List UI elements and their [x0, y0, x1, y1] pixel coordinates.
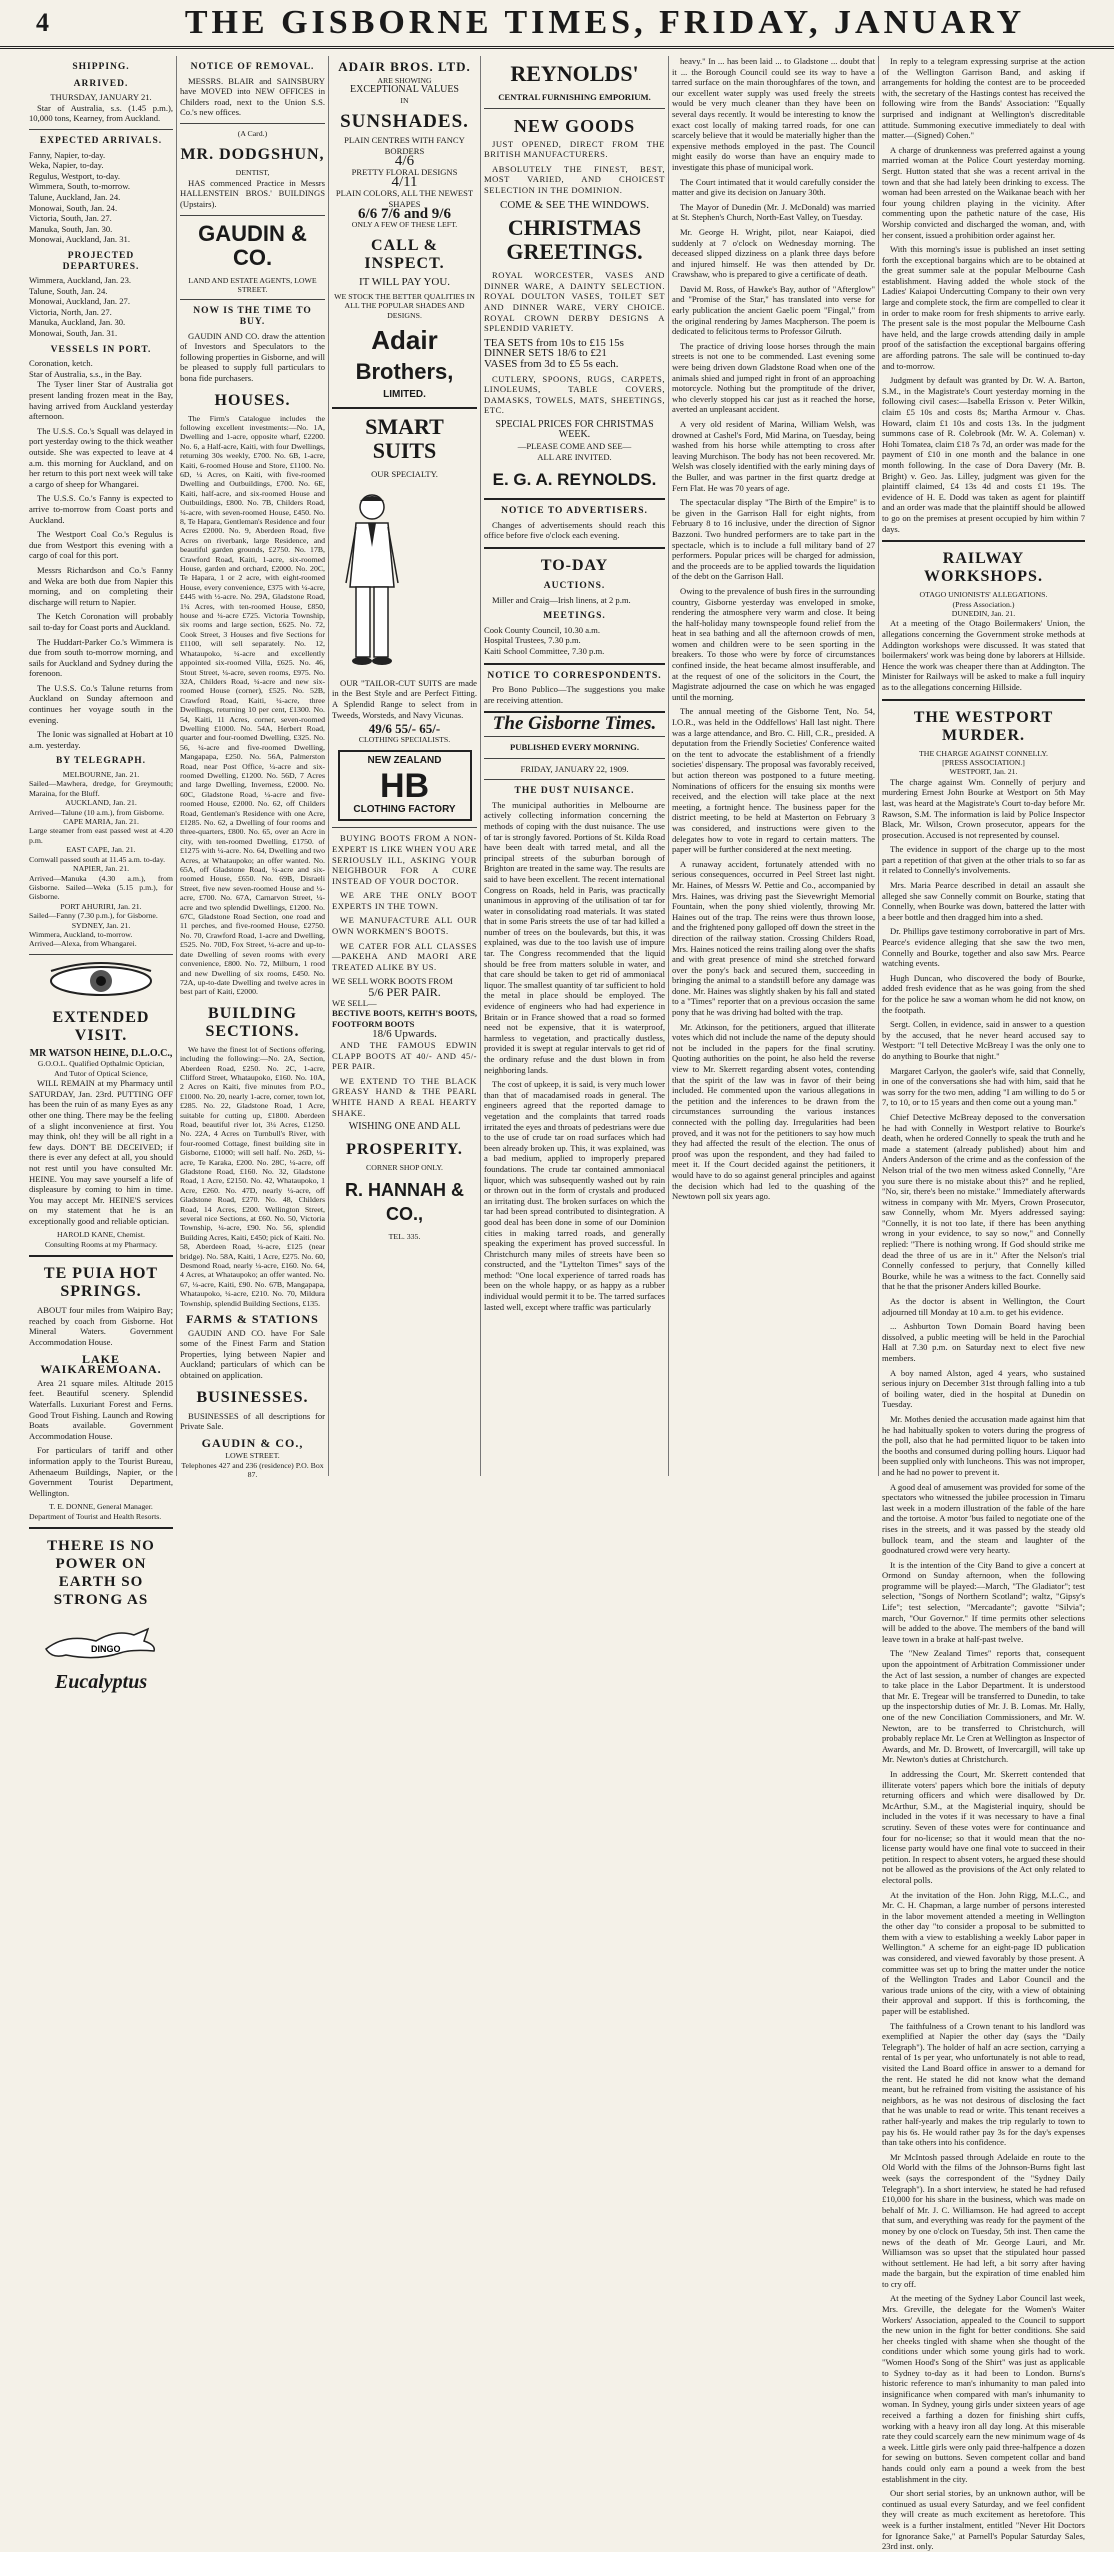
wishing-text: WISHING ONE AND ALL	[348, 1121, 461, 1133]
list-item: Fanny, Napier, to-day.	[29, 149, 106, 160]
list-item: Weka, Napier, to-day.	[29, 160, 104, 171]
expected-list	[29, 150, 173, 245]
clapp-text: AND THE FAMOUS EDWIN CLAPP BOOTS AT 40/- AND 45/- PER PAIR.	[332, 1040, 477, 1072]
we-are-text: WE ARE THE ONLY BOOT EXPERTS IN THE TOWN.	[332, 890, 477, 911]
removal-text: MESSRS. BLAIR and SAINSBURY have MOVED into NEW OFFICES in Childers road, next to the Union S.S. Co.'s new offices.	[180, 75, 325, 118]
list-item: EAST CAPE, Jan. 21.	[66, 845, 136, 855]
extend-text: WE EXTEND TO THE BLACK GREASY HAND & THE PEARL WHITE HAND A REAL HEARTY SHAKE.	[332, 1075, 477, 1118]
houses-heading: HOUSES.	[214, 391, 291, 409]
plain-centres: PLAIN CENTRES WITH FANCY BORDERS	[344, 135, 465, 156]
sunshades-heading: SUNSHADES.	[340, 111, 469, 132]
telegraph-list	[29, 770, 173, 949]
please-come: —PLEASE COME AND SEE—	[517, 441, 632, 452]
exceptional-text: EXCEPTIONAL VALUES	[350, 84, 459, 95]
sell-work-text: WE SELL WORK BOOTS FROM	[332, 976, 453, 987]
westport-paragraph: Chief Detective McBreay deposed to the conversation he had with Connelly in Westport relative to Bourke's death, when he ordered Connelly to speak the truth and he made a statement (already published) about him and Anders Anderson of the crime and as the confession of the Nelson trial of the two men witness asked Connelly, "Are you sure there is no mistake about this?" and he replied, "No, sir, there's been no mistake." Immediately afterwards witness in company with Mr. Myers, Crown Prosecutor, saw Connelly, whom Mr. Myers addressed saying: "Connelly, it is not too late, if there has been anything wrong in your evidence, to say so now," and Connelly replied: "There is nothing wrong. If God should strike me dead the three of us are in it." After the Nelson's trial Connelly confessed to perjury, that Connelly killed Bourke, while he was a witness to the fact. Connelly said that he that the prisoner Anders killed Bourke.	[882, 1111, 1085, 1292]
westport-paragraph: Mrs. Maria Pearce described in detail an assault she alleged she saw Connelly commit on Bourke, stating that Connelly, when Bourke was down, battered the latter with a beer bottle and then dragged him into a shed.	[882, 880, 1085, 922]
corner-text: CORNER SHOP ONLY.	[366, 1162, 443, 1172]
published-text: PUBLISHED EVERY MORNING.	[509, 741, 639, 752]
list-item: Hospital Trustees, 7.30 p.m.	[484, 635, 581, 646]
column-6	[878, 56, 1088, 2552]
news-paragraph: A boy named Alston, aged 4 years, who sustained serious injury on December 31st through falling into a tub of boiling water, died in the hospital at Dunedin on Tuesday.	[882, 1367, 1085, 1410]
news-paragraph: A runaway accident, fortunately attended with no serious consequences, occurred in Peel Street last night. Mr. Haines, of Messrs W. Pettie and Co., accompanied by Mrs. Haines, was driving past the Sievewright Memorial Fountain, when the pony shied violently, throwing Mr. Haines out of the trap. The reins were thus thrown loose, and the frightened pony galloped off down the street in the direction of the railway station. Crossing Childers Road, Mrs. Haines noticed the reins trailing along over the shafts and with great presence of mind she stretched forward over the pony's back and secured them, succeeding in bringing the animal to a standstill before any damage was done. Mr. Haines was slightly shaken by his fall and stated to a "Times" reporter that on a previous occasion the same pony that he was driving had bolted with the trap.	[672, 858, 875, 1018]
news-paragraph: It is the intention of the City Band to give a concert at Ormond on Sunday afternoon, when the following programme will be played:—March, "The Gladiator"; test selection, "Songs of Northern Scotland"; waltz, "Gipsy's Life"; test selection, "Mercadante"; gavotte "Silvia"; march, "Our Governor." If time permits other selections will be added to the above. The members of the band will leave town in a brake at half-past twelve.	[882, 1559, 1085, 1644]
correspondents-text: Pro Bono Publico—The suggestions you make are receiving attention.	[484, 684, 665, 705]
hb-logo	[338, 750, 472, 821]
railway-text: At a meeting of the Otago Boilermakers' Union, the allegations concerning the Government stroke methods at Addington workshops were discussed. It was stated that boilermakers' work was being done by laborers at Hillside. Hence the work was cheaper there than at Addington. The Minister for Railways will be asked to make a full inquiry as to the allegations concerning Hillside.	[882, 618, 1085, 692]
cater-text: WE CATER FOR ALL CLASSES—PAKEHA AND MAORI ARE TREATED ALIKE BY US.	[332, 940, 477, 972]
news-paragraph: The Westport Coal Co.'s Regulus is due from Westport this evening with a cargo of coal for this port.	[29, 529, 173, 561]
brands-price: 18/6 Upwards.	[372, 1028, 437, 1041]
gaudin-text: GAUDIN AND CO. draw the attention of Investors and Speculators to the following properties in Gisborne, and will be pleased to supply full particulars to bona fide purchasers.	[180, 330, 325, 383]
westport-paragraph: The charge against Wm. Connelly of perjury and murdering Ernest John Bourke at Westport on 5th May last, was heard at the Magistrate's Court to-day before Mr. Rawson, S.M. The information is laid by Police Inspector Black, Mr. Wilson, Crown prosecutor, appears for the prosecution. Accused is not represented by counsel.	[882, 776, 1085, 840]
price-pretty: 4/11	[391, 174, 418, 191]
westport-paragraph: Dr. Phillips gave testimony corroborative in part of Mrs. Pearce's evidence alleging that she saw the two men, Connelly and Bourke, together and also saw Mrs. Pearce watching events.	[882, 926, 1085, 969]
dentist-label: DENTIST,	[235, 168, 270, 178]
press-association: (Press Association.)	[952, 599, 1015, 609]
hannah-tel: TEL. 335.	[388, 1232, 421, 1242]
adair-logo-1: Adair	[371, 324, 438, 355]
special-prices: SPECIAL PRICES FOR CHRISTMAS WEEK.	[495, 418, 654, 441]
list-item: MELBOURNE, Jan. 21.	[62, 770, 140, 780]
clothing-specialists: CLOTHING SPECIALISTS.	[358, 734, 451, 744]
list-item: PORT AHURIRI, Jan. 21.	[60, 901, 142, 911]
news-paragraph: The annual meeting of the Gisborne Tent, No. 54, I.O.R., was held in the Oddfellows' Hall last night. There was a large attendance, and Bro. C. Hill, C.R., presided. A deputation from the Friendly Societies' Conference waited on the tent to advocate the establishment of a friendly societies' dispensary. The proposal was favorably received, but action thereon was postponed to a future meeting. Nominations of officers for the ensuing six months were received, and the election will take place at the next meeting, a fortnight hence. The business paper for the district meeting, to be held at Masterton on February 3 was considered, and instructions were given to the delegates how to vote in regard to certain matters. The paper will be further considered at the next meeting.	[672, 706, 875, 855]
will-pay: IT WILL PAY YOU.	[358, 276, 451, 289]
divider	[484, 663, 665, 665]
divider	[332, 407, 477, 409]
issue-date: FRIDAY, JANUARY 22, 1909.	[520, 763, 629, 774]
list-item: Wimmera, Auckland, to-morrow.	[29, 929, 133, 939]
optician-name: MR WATSON HEINE, D.L.O.C.,	[29, 1047, 173, 1059]
railway-sub: OTAGO UNIONISTS' ALLEGATIONS.	[919, 590, 1048, 600]
manufacture-text: WE MANUFACTURE ALL OUR OWN WORKMEN'S BOOTS.	[332, 915, 477, 937]
news-paragraph: The "New Zealand Times" reports that, consequent upon the appointment of Arbitration Commissioner under the Act of last session, a number of changes are expected to take place in the Labor Department. It is understood that Mr. E. Tregear will be transferred to Dunedin, to take up the inspectorship duties of Mr. J. B. Lomas. Mr. Hally, one of the new Conciliation Commissioners, and Mr. W. Newton, are to be transferred to Christchurch, will probably replace Mr. Le Cren at Wellington as Inspector of Awards, and Mr. D. Browett, of Invercargill, will take up Mr. Newton's duties at Christchurch.	[882, 1648, 1085, 1765]
column-5	[668, 56, 878, 1476]
lake-heading: LAKE WAIKAREMOANA.	[40, 1351, 162, 1377]
westport-heading: THE WESTPORT MURDER.	[913, 708, 1054, 744]
list-item: Arrived—Manuka (4.30 a.m.), from Gisborne. Sailed—Weka (5.15 p.m.), for Gisborne.	[29, 873, 173, 902]
list-item: NAPIER, Jan. 21.	[72, 864, 130, 874]
list-item: Victoria, North, Jan. 27.	[29, 306, 112, 317]
news-paragraph: Mr. Mothes denied the accusation made against him that he had habitually spoken to voters during the progress of the poll, also that he had permitted liquor to be taken into the booths and consumed during polling hours. Liquor had been supplied only with luncheons. This was not improper, and he had no power to prevent it.	[882, 1413, 1085, 1477]
absolutely-text: ABSOLUTELY THE FINEST, BEST, MOST VARIED, AND CHOICEST SELECTION IN THE DOMINION.	[484, 163, 665, 195]
businesses-heading: BUSINESSES.	[196, 1388, 309, 1406]
auction-text: Miller and Craig—Irish linens, at 2 p.m.	[492, 594, 631, 605]
news-paragraph: The Huddart-Parker Co.'s Wimmera is due from south to-morrow morning, and sails for Auckland and Sydney during the forenoon.	[29, 636, 173, 679]
news-paragraph: David M. Ross, of Hawke's Bay, author of "Afterglow" and "Promise of the Star," has translated into verse for early publication the ancient Gaelic poem "Fingal," from the original rendering by James Macpherson. The poem is dedicated to felicitous terms to Professor Gilruth.	[672, 283, 875, 337]
new-goods-heading: NEW GOODS	[513, 115, 636, 136]
list-item: Star of Australia, s.s., in the Bay.	[29, 368, 142, 379]
royal-text: ROYAL WORCESTER, VASES AND DINNER WARE, A DAINTY SELECTION. ROYAL DOULTON VASES, TOILET SET AND DINNER WARE, VERY CHOICE. ROYAL CROWN DERBY DESIGNS A SPLENDID VARIETY.	[484, 270, 665, 334]
expected-heading: EXPECTED ARRIVALS.	[39, 135, 163, 146]
column-4	[480, 56, 668, 1476]
list-item: Monowai, Auckland, Jan. 31.	[29, 234, 130, 245]
news-paragraph: The U.S.S. Co.'s Fanny is expected to arrive to-morrow from Coast ports and Auckland.	[29, 493, 173, 525]
list-item: Talune, South, Jan. 24.	[29, 285, 108, 296]
westport-paragraph: Hugh Duncan, who discovered the body of Bourke, added fresh evidence that as he was going from the shed for the police he saw a woman whom he did not know, on the footpath.	[882, 972, 1085, 1015]
tea-sets: TEA SETS from 10s to £15 15s	[484, 336, 624, 349]
divider	[484, 736, 665, 737]
clothing-factory-label: CLOTHING FACTORY	[353, 803, 456, 815]
news-paragraph: The faithfulness of a Crown tenant to his landlord was exemplified at Napier the other day (says the "Daily Telegraph"). The holder of half an acre section, carrying a rental of 1s per year, who unfortunately is not able to read, visited the Land Board office in answer to a demand for the rent. He stated he did not know what the demand meant, but he refrained from visiting the assistance of his neighbors, as he was not desirous of disclosing the fact that he was unable to read or write. This tenant receives a rather half-yearly and makes the trip regularly to town to pay his 6s. He would rather pay 3s for the day's expenses than take others into his confidence.	[882, 2020, 1085, 2148]
te-puia-heading: TE PUIA HOT SPRINGS.	[43, 1265, 159, 1301]
list-item: AUCKLAND, Jan. 21.	[65, 798, 137, 808]
westport-paragraph: Margaret Carlyon, the gaoler's wife, said that Connelly, in one of the conversations she had with him, said that he was sorry for the two men, adding "I am willing to do 5 or 7, to 10, or to 15 years and then come out a young man."	[882, 1065, 1085, 1108]
chemist-name: HAROLD KANE, Chemist.	[57, 1230, 145, 1240]
prosperity-text: PROSPERITY.	[346, 1140, 463, 1158]
westport-sub: THE CHARGE AGAINST CONNELLY.	[919, 748, 1048, 758]
optician-quals: G.O.O.L. Qualified Opthalmic Optician,	[37, 1059, 165, 1069]
come-see-text: COME & SEE THE WINDOWS.	[499, 198, 649, 211]
news-paragraph: A very old resident of Marina, William Welsh, was drowned at Cashel's Ford, Mid Marina, on Tuesday, being washed from his horse while attempting to cross after leaving Murchison. The body has not been recovered. Mr. Welsh was closely identified with the early mining days of the Buller, and was partner in the first quartz dredge at Fern Flat. He was 70 years of age.	[672, 419, 875, 493]
gaudin-sub: LAND AND ESTATE AGENTS, LOWE STREET.	[188, 275, 317, 294]
plain-colors: PLAIN COLORS, ALL THE NEWEST SHAPES	[335, 187, 474, 209]
farms-text: GAUDIN AND CO. have For Sale some of the Finest Farm and Station Properties, lying between Napier and Auckland; particulars of which can be obtained on application.	[180, 1327, 325, 1381]
price-plain: 4/6	[394, 153, 415, 170]
card-label: (A Card.)	[237, 128, 268, 138]
emporium-text: CENTRAL FURNISHING EMPORIUM.	[498, 92, 651, 102]
list-item: Large steamer from east passed west at 4.20 p.m.	[29, 826, 173, 845]
news-paragraph: Messrs Richardson and Co.'s Fanny and Weka are both due from Napier this morning, and on completing their discharge will return to Napier.	[29, 564, 173, 607]
houses-text: The Firm's Catalogue includes the following excellent investments:—No. 1A, Dwelling and 1-acre, opposite wharf, £2200. No. 6, a Half-acre, Kaiti, with four Dwellings, returning 30s weekly, £700. No. 6B, 1-acre, Kaiti, 6-roomed House and Store, £1100. No. 6D, ¼ Acres, on Kaiti, with five-roomed Dwelling and Outbuildings, £700. No. 6E, Kaiti, half-acre, and six-roomed House and Outbuildings, £800. No. 7B, Childers Road, ¼-acre, with seven-roomed House, £450. No. 8, Te Hapara, Gentleman's Residence and four Acres £2000. No. 9, Aberdeen Road, five Acres on riverbank, large Residence, and beautiful garden grounds, £2750. No. 17B, Crawford Road, Kaiti, 1-acre, six-roomed House, garden and orchard, £2000. No. 20C, Te Hapara, 1 or 2 acre, with eight-roomed House, every convenience, £375 with ¼-acre, £445 with ½-acre. No. 29A, Gladstone Road, 1¼ Acres, with ten-roomed House, £850, house and ¼-acre £725. Victoria Township, six rooms and large section, £625. No. 72, Cook Street, 3 Houses and five Sections for £1100, will sell separately. No. 12, Whataupoko, ¼-acre and excellently appointed six-roomed Villa, £625. No. 46, Stout Street, ¼-acre, seven rooms, £975. No. 32A, Childers Road, ¼-acre and new six-roomed House (corner), £525. No. 52B, Crawford Road, Kaiti, ¼-acre, three Dwellings, returning 10 per cent, £1300. No. 54, Kaiti, 11 Acres, corner, seven-roomed Dwelling £1000. No. 54A, Herbert Road, quarter and four-roomed Dwelling, £325. No. 56, ¼-acre and five-roomed Dwelling, Mangapapa, £250. No. 56A, Palmerston Road, near Post Office, ¼-acre and six-roomed Dwelling, £1200. No. 56D, 7 Acres and large Dwelling, Inverness, £2000. No. 60C, Gladstone Road, ¼-acre and five-roomed House, £2000. No. 62, off Childers Road, Gentleman's Residence with one Acre, £1285. No. 62, a Dwelling of four rooms and three-quarters, £800. No. 65, over an Acre in city, with ten-roomed Dwelling, £1750. of £1275 with ¼-acre. No. 64, Dwelling and two Acres, at Whataupoko; an offer wanted. No. 65A, off Gladstone Road, ¼-acre and six-roomed House, £650. No. 69B, Disraeli Street, five new seven-roomed House and ¼-acre, £700. No. 67A, Carnarvon Street, ¼-acre and two splendid Dwellings, £1200. No. 67C, Gladstone Road Section, one road and 11 perches, and five-roomed House, £2750. No. 70, Crawford Road, 1-acre and Dwelling, £525. No. 70D, Fox Street, ¼-acre and up-to-date Dwelling of seven rooms with every convenience, £800. No. 72, Milburn, 1 rood and new Dwelling of six rooms, £450. No. 72A, up-to-date Dwelling and twelve acres in best part of Kaiti, £2000.	[180, 413, 325, 997]
dept-text: Department of Tourist and Health Resorts.	[29, 1511, 162, 1521]
newspaper-title: THE GISBORNE TIMES, FRIDAY, JANUARY	[184, 4, 1026, 41]
auctions-heading: AUCTIONS.	[543, 581, 606, 592]
gaudin-footer: GAUDIN & CO.,	[201, 1435, 304, 1450]
list-item: Coronation, ketch.	[29, 358, 93, 369]
divider	[484, 498, 665, 500]
divider	[882, 540, 1085, 542]
news-paragraph: heavy." In ... has been laid ... to Gladstone ... doubt that it ... the Borough Council could see its way to have a tarred surface on the main thoroughfares of the town, and our excellent water supply was used freely the streets would be very much cleaner than they have been on several days recently. It would be interesting to know the exact cost locally of making tarred roads, for one can scarcely believe that it would be materially higher than the expensive methods employed in the past. The Council might easily do worse than have an enquiry made to investigate this phase of municipal work.	[672, 56, 875, 172]
news-paragraph: ... Ashburton Town Domain Board having been dissolved, a public meeting will be held in the Parochial Hall at 7.30 p.m. on Saturday next to elect five new members.	[882, 1321, 1085, 1363]
news-paragraph: At the meeting of the Sydney Labor Council last week, Mrs. Greville, the delegate for the Women's Waiter Workers' Association, appealed to the Council to support the new union in the fight for better conditions. She said her cheeks tingled with shame when she thought of the conditions under which some young girls had to work. "Women Hood's Song of the Shirt" was just as applicable to Sydney to-day as it had been to London. Burns's historic reference to man's inhumanity to man paled into insignificance when compared with man's inhumanity to woman. In Sydney, young girls under sixteen years of age received a farthing a dozen for finishing shirt cuffs, working with a heavy iron all day long. At this miserable rate they could scarcely earn the new minimum wage of 4s a week. Little girls were only paid three-halfpence a dozen for sewing on buttons. Seven competent collar and band hands could only earn a pound a week from the best establishment in the city.	[882, 2293, 1085, 2484]
arrived-heading: ARRIVED.	[73, 78, 129, 89]
list-item: SYDNEY, Jan. 21.	[71, 920, 131, 930]
judgment-paragraph: Judgment by default was granted by Dr. W. A. Barton, S.M., in the Magistrate's Court yesterday morning in the following civil cases:—Isabella Erisson v. Peter Wilkin, claim £5 10s and costs 8s; Martha Armour v. Chas. Howard, claim £1 10s and costs 13s. In the judgment summons case of R. Colebrook (Mr. W. A. Coleman) v. Hohi Tomatea, claim £18 7s 7d, an order was made for the payment of £10 in one month and the balance in one month following. In the case of Dora Davery (Mr. B. Bright) v. Geo. Jas. Lilley, judgment was given for the plaintiff claimed, £4 13s 4d and costs £1 19s. The evidence of H. E. Dodd was taken as agent for plaintiff and an order was made that the plaintiff should be allowed to go on the premises at present occupied by him within 7 days.	[882, 375, 1085, 534]
notice-advertisers-heading: NOTICE TO ADVERTISERS.	[501, 506, 648, 517]
list-item: Kaiti School Committee, 7.30 p.m.	[484, 646, 605, 656]
vessels-heading: VESSELS IN PORT.	[50, 344, 152, 355]
news-paragraph: Our short serial stories, by an unknown author, will be continued as usual every Saturday, and we feel confident they will create as much excitement as heretofore. This week is a further instalment, entitled "Never Hit Doctors for Ignorance Sake," at Parnell's Popular Saturday Sales, 23rd inst. only.	[882, 2488, 1085, 2552]
divider	[180, 123, 325, 124]
column-2	[176, 56, 328, 1480]
farms-heading: FARMS & STATIONS	[186, 1312, 319, 1327]
divider	[180, 215, 325, 216]
te-puia-text: ABOUT four miles from Waipiro Bay; reached by coach from Gisborne. Hot Mineral Waters. Government Accommodation House.	[29, 1305, 173, 1348]
news-paragraph: Mr. Atkinson, for the petitioners, argued that illiterate votes which did not include the name of the deputy should not be included in the papers for the final scrutiny. Quoting authorities on the point, he also held the reverse view to Mr. Skerrett regarding absent votes, contending that the spirit of the law was in favor of their being included. He commented upon the various allegations in the petition and the inferences to be drawn from the circumstances surrounding the various instances connected with the polling day. Irregularities had been proved, and it was not for the petitioners to say how much they had affected the result of the election. The onus of proof was upon the respondent, and they had failed to meet it. If the Court decided against the petitioners, it would have to do so against general principles and against the decision which had led to the quashing of the Newtown poll six years ago.	[672, 1021, 875, 1202]
removal-heading: NOTICE OF REMOVAL.	[190, 62, 315, 72]
list-item: Arrived—Talune (10 a.m.), from Gisborne.	[29, 807, 164, 817]
news-paragraph: The Ionic was signalled at Hobart at 10 a.m. yesterday.	[29, 729, 173, 750]
list-item: Arrived—Alexa, from Whangarei.	[29, 939, 137, 949]
eucalyptus-label: Eucalyptus	[54, 1671, 148, 1694]
news-paragraph: Owing to the prevalence of bush fires in the surrounding country, Gisborne yesterday was enveloped in smoke, rendering the atmosphere very warm and close. It being the half-holiday many townspeople found relief from the heat in sea bathing and all the afternoon crowds of men, women and children were to be seen sporting in the breakers. To those who were by force of circumstances confined inside, the heat became almost insufferable, and at the request of one of the solicitors in the Court, the Magistrate adjourned the case on which he was engaged until the morning.	[672, 585, 875, 702]
optician-sub: And Tutor of Optical Science,	[54, 1068, 148, 1078]
list-item: Monowai, South, Jan. 31.	[29, 328, 118, 339]
list-item: Monowai, Auckland, Jan. 27.	[29, 296, 130, 307]
list-item: CAPE MARIA, Jan. 21.	[63, 817, 139, 827]
news-paragraph: The spectacular display "The Birth of the Empire" is to be given in the Garrison Hall for eight nights, from February 8 to 16 inclusive, under the direction of Signor Bazzoni. Two hundred performers are to take part in the spectacle, which is to include a full military band of 27 performers. Popular prices will be charged for admission, and the proceeds are to be applied towards the liquidation of the debt on the Garrison Hall.	[672, 497, 875, 582]
consulting-note: Consulting Rooms at my Pharmacy.	[44, 1239, 158, 1249]
showing-text: ARE SHOWING	[377, 75, 432, 85]
sale-paragraph: With this morning's issue is published an inset setting forth the exceptional bargains which are to be obtained at the great summer sale at the popular Melbourne Cash establishment. Having added the whole stock of the Ladies' Kaiapoi Undercutting Company to their own very large and complete stock, the firm are compelled to clear it in order to make room for fresh shipments to arrive early. The present sale is the most popular the Melbourne Cash have held, and the large crowds attending daily in ample proof of the satisfaction the exceptional bargains offering are affording patrons. The sale will be continued to-day and to-morrow.	[882, 244, 1085, 371]
divider	[29, 129, 173, 130]
news-paragraph: The Court intimated that it would carefully consider the matter and give its decision on January 30th.	[672, 176, 875, 198]
dinner-sets: DINNER SETS 18/6 to £21	[484, 347, 607, 360]
list-item: Talune, Auckland, Jan. 24.	[29, 191, 121, 202]
egar-logo: E. G. A. REYNOLDS.	[492, 470, 657, 490]
list-item: Wimmera, Auckland, Jan. 23.	[29, 275, 132, 286]
adair-heading: ADAIR BROS. LTD.	[338, 59, 471, 74]
westport-dateline: WESTPORT, Jan. 21.	[949, 767, 1018, 777]
divider	[484, 779, 665, 780]
tailor-text: OUR "TAILOR-CUT SUITS are made in the Best Style and are Perfect Fitting. A Splendid Range to select from in Tweeds, Worsteds, and Navy Vicunas.	[332, 677, 477, 720]
news-paragraph: The U.S.S. Co.'s Talune returns from Auckland on Sunday afternoon and continues her voyage south in the evening.	[29, 682, 173, 725]
brands-text: BECTIVE BOOTS, KEITH'S BOOTS, FOOTFORM BOOTS	[332, 1008, 477, 1029]
divider	[484, 547, 665, 549]
dingo-label: DINGO	[91, 1644, 121, 1655]
dodgshun-name: MR. DODGSHUN,	[180, 146, 325, 164]
divider	[484, 108, 665, 109]
railway-heading: RAILWAY WORKSHOPS.	[924, 550, 1043, 586]
in-text: IN	[400, 95, 409, 105]
dust-heading: THE DUST NUISANCE.	[514, 786, 635, 797]
gaudin-footer-tel: Telephones 427 and 236 (residence) P.O. Box 87.	[181, 1460, 324, 1480]
donne-signature: T. E. DONNE, General Manager.	[49, 1502, 153, 1512]
we-sell-text: WE SELL—	[332, 997, 377, 1008]
divider	[484, 758, 665, 759]
just-opened-text: JUST OPENED, DIRECT FROM THE BRITISH MANUFACTURERS.	[484, 138, 665, 160]
westport-paragraph: Sergt. Collen, in evidence, said in answer to a question by the accused, that he never heard accused say to Westport: "I tell Detective McBreay I was the only one to do anything to Bourke that night."	[882, 1019, 1085, 1061]
news-paragraph: The Ketch Coronation will probably sail to-day for Coast ports and Auckland.	[29, 611, 173, 632]
westport-paragraph: The evidence in support of the charge up to the most part a repetition of that given at the other trials to so far as it related to Connelly's involvements.	[882, 844, 1085, 876]
page-number: 4	[36, 8, 49, 37]
businesses-text: BUSINESSES of all descriptions for Private Sale.	[180, 1410, 325, 1432]
divider	[29, 1527, 173, 1529]
divider	[29, 1255, 173, 1257]
gentleman-illustration	[332, 487, 412, 667]
all-invited: ALL ARE INVITED.	[537, 451, 612, 462]
shipping-heading: SHIPPING.	[72, 62, 130, 72]
adair-logo-2: Brothers,	[355, 358, 454, 384]
list-item: Victoria, South, Jan. 27.	[29, 213, 112, 224]
divider	[180, 299, 325, 300]
suit-prices: 49/6 55/- 65/-	[368, 721, 441, 737]
cutlery-text: CUTLERY, SPOONS, RUGS, CARPETS, LINOLEUMS, TABLE COVERS, DAMASKS, TOWELS, MATS, SHEETINGS, ETC.	[484, 373, 665, 416]
price-range: 6/6 7/6 and 9/6	[358, 206, 451, 223]
projected-list	[29, 275, 173, 339]
vases: VASES from 3d to £5 5s each.	[484, 357, 619, 370]
list-item: Manuka, South, Jan. 30.	[29, 223, 113, 234]
gaudin-logo: GAUDIN & CO.	[198, 220, 307, 270]
telegram-paragraph: In reply to a telegram expressing surprise at the action of the Wellington Garrison Band, and asking if arrangements for holding the contest are to be proceeded with, the secretary of the Hastings contest has received the following wire from the Bands' Association: "Equally surprised and indignant at Wellington's discreditable attitude. Summoning executive immediately to deal with matter.—(Signed) Cohen."	[882, 56, 1085, 141]
only-few: ONLY A FEW OF THESE LEFT.	[351, 219, 458, 229]
gaudin-footer-address: LOWE STREET.	[225, 1451, 280, 1461]
news-paragraph: The Mayor of Dunedin (Mr. J. McDonald) was married at St. Stephen's Church, North-East Valley, on Tuesday.	[672, 201, 875, 223]
press-association-2: [PRESS ASSOCIATION.]	[942, 757, 1025, 767]
news-paragraph: The U.S.S. Co.'s Squall was delayed in port yesterday owing to the thick weather outside. She was expected to leave at 4 a.m. this morning for Auckland, and on her return to this port next week will take a cargo of sheep for Whangarei.	[29, 425, 173, 489]
buying-text: BUYING BOOTS FROM A NON-EXPERT IS LIKE WHEN YOU ARE SERIOUSLY ILL, ASKING YOUR NEIGHBOUR FOR A CURE INSTEAD OF YOUR DOCTOR.	[332, 833, 477, 886]
list-item: Sailed—Mawhera, dredge, for Greymouth; Maraina, for the Bluff.	[29, 779, 173, 798]
lake-text: Area 21 square miles. Altitude 2015 feet. Beautiful scenery. Splendid Waterfalls. Luxuriant Forest and Ferns. Good Trout Fishing. Launch and Rowing Boats available. Government Accommodation House.	[29, 1377, 173, 1441]
list-item: Regulus, Westport, to-day.	[29, 170, 120, 181]
specialty-text: OUR SPECIALTY.	[371, 468, 438, 479]
meetings-heading: MEETINGS.	[543, 611, 606, 622]
arrived-text: Star of Australia, s.s. (1.45 p.m.), 10,000 tons, Kearney, from Auckland.	[29, 102, 173, 124]
telegraph-heading: BY TELEGRAPH.	[55, 756, 147, 767]
list-item: Monowai, South, Jan. 24.	[29, 202, 118, 213]
building-heading: BUILDING SECTIONS.	[205, 1004, 300, 1040]
list-item: Manuka, Auckland, Jan. 30.	[29, 317, 126, 328]
news-paragraph: A good deal of amusement was provided for some of the spectators who witnessed the jubilee procession in Timaru last week in a modern illustration of the fable of the hare and the tortoise. A motor 'bus failed to negotiate one of the rises in the streets, and it was passed by the steady old bullock team, and the steam and laughter of the goodnatured crowd were very hearty.	[882, 1481, 1085, 1556]
power-heading: THERE IS NO POWER ON EARTH SO STRONG AS	[47, 1538, 155, 1609]
optician-text: WILL REMAIN at my Pharmacy until SATURDAY, Jan. 23rd. PUTTING OFF has been the ruin of as many Eyes as any other one thing. There may be the feeling of a slight inconvenience at first. You may think, oh! they will be all right in a few days. DON'T BE DECEIVED; if there is ever any defect at all, you should not rest until you have consulted Mr. HEINE. You may save yourself a life of displeasure by coming to him in time. You may accept Mr. HEINE'S services on my statement that he is an exceptionally good and reliable optician.	[29, 1078, 173, 1226]
call-inspect: CALL & INSPECT.	[364, 237, 445, 273]
news-paragraph: Mr. George H. Wright, pilot, near Kaiapoi, died suddenly at 7 o'clock on Wednesday morning. The deceased slipped dizziness on a plank three days before and injured himself. He was then attended by Dr. Crawshaw, who is prepared to give a certificate of death.	[672, 226, 875, 280]
extended-visit-heading: EXTENDED VISIT.	[52, 1008, 150, 1044]
dodgshun-text: HAS commenced Practice in Messrs HALLENSTEIN BROS.' BUILDINGS (Upstairs).	[180, 177, 325, 209]
news-paragraph: In addressing the Court, Mr. Skerrett contended that illiterate voters' papers which bore the initials of deputy returning officers and which were disallowed by Dr. McArthur, S.M., at the Magisterial inquiry, should be included in the votes if it was necessary to have a final scrutiny. Seven of these votes were for continuance and four for no-license; so that it would mean that the no-license party would have one final vote to succeed in their petition. In respect to absent voters, he argued these should not be allowed as the provisions of the Act only related to electoral polls.	[882, 1768, 1085, 1885]
tourist-text: For particulars of tariff and other information apply to the Tourist Bureau, Athenaeum Buildings, Napier, or the Government Tourist Department, Wellington.	[29, 1445, 173, 1498]
dust-paragraph: The municipal authorities in Melbourne are actively collecting information concerning the methods of coping with the dust nuisance. The use of tar is strongly favored. Portions of St. Kilda Road have been dealt with tarred metal, and all the principal streets of the suburban borough of Brighton are treated in the same way. The results are said to have been excellent. The recent international Congress on Roads, held in Paris, was practically unanimous in approving of the utilisation of tar for water in consolidating road materials. It was stated that in some Paris streets the use of tar had killed a number of trees on the boulevards, but this, it was explained, was due to the too lavish use of impure tar. The Congress recommended that the liquid should be free from matters soluble in water, and that care should be taken to get rid of ammoniacal liquor. The smallest quantity of tar sufficient to hold the metal in place should be employed. The evidence of engineers who had had experience in Britain or in France showed that a road so formed need not be expensive, that it is waterproof, harmless to vegetation, and practically dustless, provided it is swept at regular intervals to get rid of the ordinary refuse and the dust blown in from neighboring lands.	[484, 799, 665, 1075]
stock-text: WE STOCK THE BETTER QUALITIES IN ALL THE POPULAR SHADES AND DESIGNS.	[334, 291, 475, 320]
now-heading: NOW IS THE TIME TO BUY.	[193, 306, 312, 327]
work-price: 5/6 PER PAIR.	[368, 985, 441, 1000]
projected-heading: PROJECTED DEPARTURES.	[62, 250, 140, 272]
limited-text: LIMITED.	[383, 388, 426, 400]
today-heading: TO-DAY	[540, 557, 609, 575]
list-item: Sailed—Fanny (7.30 p.m.), for Gisborne.	[29, 911, 158, 921]
gisborne-times-title: The Gisborne Times.	[492, 713, 657, 735]
divider	[882, 699, 1085, 701]
dunedin-dateline: DUNEDIN, Jan. 21.	[951, 608, 1016, 618]
christmas-heading: CHRISTMAS GREETINGS.	[506, 215, 643, 265]
hb-letters: HB	[379, 766, 430, 805]
arrived-date: THURSDAY, JANUARY 21.	[50, 92, 152, 103]
smart-suits-heading: SMART SUITS	[365, 413, 444, 463]
pretty-designs: PRETTY FLORAL DESIGNS	[351, 166, 458, 177]
news-paragraph: The practice of driving loose horses through the main streets is not one to be commended. Last evening some were being driven down Gladstone Road when one of the animals shied and jumped right in front of an approaching motorcycle. Nothing but the promptitude of the driver, who cleverly stopped his car just as it reached the horse, averted an unpleasant accident.	[672, 340, 875, 415]
list-item: Cook County Council, 10.30 a.m.	[484, 624, 601, 635]
dust-paragraph: The cost of upkeep, it is said, is very much lower than that of macadamised roads in general. The engineers agreed that the reported damage to vegetation and the complaints that tarred roads irritated the eyes and throats of pedestrians were due to the use of crude tar on road surfaces which had been already broken up. This, it was explained, was a bad medium, applied to improperly prepared foundations. The crude tar contained ammoniacal liquor, which was subsequently washed out by rain or thrown out in the form of crystals and produced an irritating dust. The broken surfaces on which the tar had been spread contributed to disintegration. A good deal has been done in some of our Dominion cities in making tarred roads, and generally speaking the experiment has proved successful. In Christchurch many miles of streets have been so constructed, and the "Lyttelton Times" says of the method: "One local experience of tarred roads has been on the whole happy, or as happy as a rubber individual would permit it to be. The tarred surfaces lasted well, except where traffic was particularly	[484, 1079, 665, 1312]
list-item: Wimmera, South, to-morrow.	[29, 181, 131, 192]
column-3	[328, 56, 480, 1476]
divider	[29, 954, 173, 955]
notice-advertisers-text: Changes of advertisements should reach this office before five o'clock each evening.	[484, 519, 665, 541]
hannah-logo: R. HANNAH & CO.,	[345, 1180, 464, 1225]
correspondents-heading: NOTICE TO CORRESPONDENTS.	[487, 670, 662, 681]
divider	[332, 827, 477, 828]
nz-label: NEW ZEALAND	[367, 755, 442, 767]
building-text: We have the finest lot of Sections offering, including the following:—No. 2A, Section, Aberdeen Road, £250. No. 2C, 1-acre, Clifford Street, Whataupoko, £160. No. 10A, 2 Acres on Kaiti, five minutes from P.O., £1000. No. 20, nearly 1-acre, corner, town lot, £285. No. 22, Gladstone Road, 1 Acre, suitable for cutting up, £1800. Aberdeen Road, beautiful river lot, 3¼ Acres, £1250. No. 22A, 4 Acres on Turnbull's River, with four-roomed Cottage, finest building site in Gisborne, £1000; will sell half. No. 26D, ¼-acre, Te Karaka, £200. No. 28C, ¼-acre, off Gladstone Road, £160. No. 32, Gladstone Road, 1 Acre, £2150. No. 42, Whataupoko, 1 Acre, £260. No. 47D, nearly ¼-acre, off Gladstone Road, £270. No. 48, Childers Road, 14 Acres, £200. Wellington Street, several nice Sections, at £60. No. 50, Victoria Township, ¼-acre, £90. No. 56, splendid Building Acres, Kaiti, £450; pick of Kaiti. No. 58, Aberdeen Road, ¼-acre, £125 (near bridge). No. 58A, Kaiti, 1 Acre, £275. No. 60, Desmond Road, nearly ¼-acre, £160. No. 64, 4 Acres, at Whataupoko; an offer wanted. No. 67, ¼-acre, Kaiti, £90. No. 67B, Mangapapa, Whataupoko, ¼-acre, £210. No. 70, Mildura Township, splendid Building Sections, £135.	[180, 1044, 325, 1308]
news-paragraph: Mr McIntosh passed through Adelaide en route to the Old World with the films of the Johnson-Burns fight last week (says the correspondent of the "Sydney Daily Telegraph"). In a short interview, he stated he had refused £10,000 for his share in the business, which was made on behalf of Mr. J. C. Williamson. He had agreed to accept that sum, and everything was ready for the payment of the money by one o'clock on Tuesday, 5th inst. Then came the news of the death of Mr. George Lauri, and Mr. Williamson was so upset that the stipulated hour passed without settlement. He had left, a bit sorry after having made the bargain, but the expiration of time enabled him to cry off.	[882, 2151, 1085, 2289]
drunk-paragraph: A charge of drunkenness was preferred against a young married woman at the Police Court yesterday morning. Sergt. Hutton stated that she was a recent arrival in the town and that she had lately been drinking to excess. The woman had been arrested on the Waikanae beach with her four young children playing in the vicinity. After commenting upon the pathetic nature of the case, His Worship convicted and discharged the woman, and, with her consent, issued a prohibition order against her.	[882, 144, 1085, 240]
news-paragraph: At the invitation of the Hon. John Rigg, M.L.C., and Mr. C. H. Chapman, a large number of persons interested in the labor movement attended a meeting in Wellington the other day "to consider a proposal to be submitted to them with a view to establishing a weekly Labor paper in Wellington." A scheme for an eight-page ID publication was considered, and viewed favorably by those present. A committee was set up to bring the matter under the notice of the Wellington Trades and Labor Council and the various trade unions of the city, with a view of obtaining their approval and support. If this is forthcoming, the paper will be established.	[882, 1889, 1085, 2017]
masthead	[0, 0, 1114, 49]
news-paragraph: The Tyser liner Star of Australia got present landing frozen meat in the Bay, having arrived from Auckland yesterday afternoon.	[29, 379, 173, 422]
list-item: Cornwall passed south at 11.45 a.m. to-day.	[29, 854, 166, 864]
column-1	[26, 56, 176, 1694]
eye-illustration	[41, 961, 161, 1001]
reynolds-heading: REYNOLDS'	[510, 61, 639, 86]
westport-paragraph: As the doctor is absent in Wellington, the Court adjourned till Monday at 10 a.m. to get his evidence.	[882, 1296, 1085, 1317]
dingo-logo	[36, 1615, 166, 1671]
